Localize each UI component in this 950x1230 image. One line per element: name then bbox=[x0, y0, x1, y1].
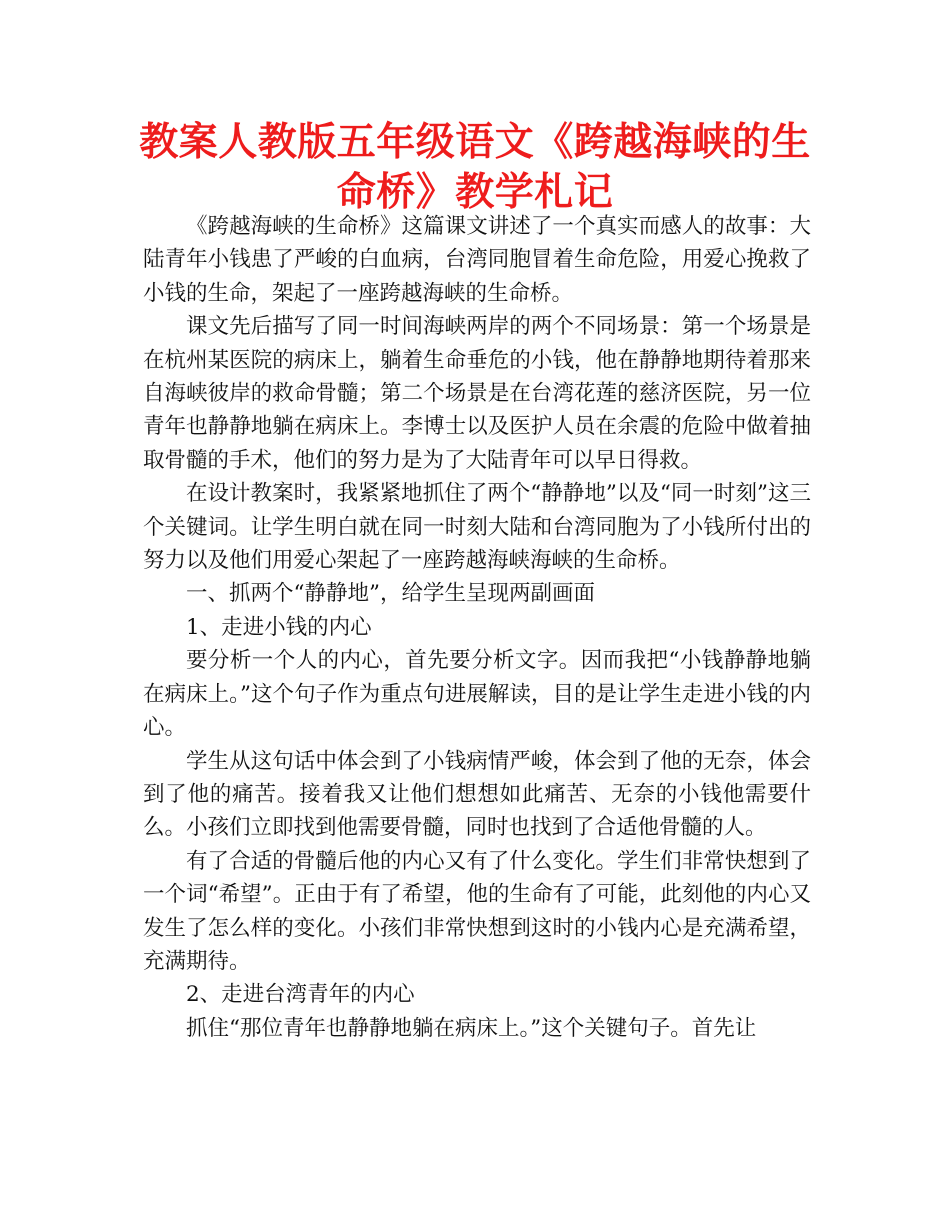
paragraph-hope: 有了合适的骨髓后他的内心又有了什么变化。学生们非常快想到了一个词“希望”。正由于有了希望，他的生命有了可能，此刻他的内心又发生了怎么样的变化。小孩们非常快想到这时的小钱内心是充满希望，充满期待。 bbox=[143, 848, 811, 974]
section-heading-1: 一、抓两个“静静地”，给学生呈现两副画面 bbox=[186, 581, 595, 607]
paragraph-intro: 《跨越海峡的生命桥》这篇课文讲述了一个真实而感人的故事：大陆青年小钱患了严峻的白血病，台湾同胞冒着生命危险，用爱心挽救了小钱的生命，架起了一座跨越海峡的生命桥。 bbox=[143, 214, 811, 306]
paragraph-scenes: 课文先后描写了同一时间海峡两岸的两个不同场景：第一个场景是在杭州某医院的病床上，躺着生命垂危的小钱，他在静静地期待着那来自海峡彼岸的救命骨髓；第二个场景是在台湾花莲的慈济医院，另一位青年也静静地躺在病床上。李博士以及医护人员在余震的危险中做着抽取骨髓的手术，他们的努力是为了大陆青年可以早日得救。 bbox=[143, 314, 811, 473]
paragraph-design: 在设计教案时，我紧紧地抓住了两个“静静地”以及“同一时刻”这三个关键词。让学生明白就在同一时刻大陆和台湾同胞为了小钱所付出的努力以及他们用爱心架起了一座跨越海峡海峡的生命桥。 bbox=[143, 481, 811, 574]
subsection-heading-1: 1、走进小钱的内心 bbox=[186, 614, 372, 640]
document-title: 教案人教版五年级语文《跨越海峡的生命桥》教学札记 bbox=[139, 120, 811, 215]
paragraph-feelings: 学生从这句话中体会到了小钱病情严峻，体会到了他的无奈，体会到了他的痛苦。接着我又让他们想想如此痛苦、无奈的小钱他需要什么。小孩们立即找到他需要骨髓，同时也找到了合适他骨髓的人。 bbox=[143, 748, 811, 841]
subsection-heading-2: 2、走进台湾青年的内心 bbox=[186, 982, 415, 1008]
paragraph-taiwan-youth: 抓住“那位青年也静静地躺在病床上。”这个关键句子。首先让 bbox=[186, 1015, 757, 1041]
paragraph-analysis: 要分析一个人的内心，首先要分析文字。因而我把“小钱静静地躺在病床上。”这个句子作为重点句进展解读，目的是让学生走进小钱的内心。 bbox=[143, 648, 811, 741]
document-body bbox=[143, 210, 811, 1045]
